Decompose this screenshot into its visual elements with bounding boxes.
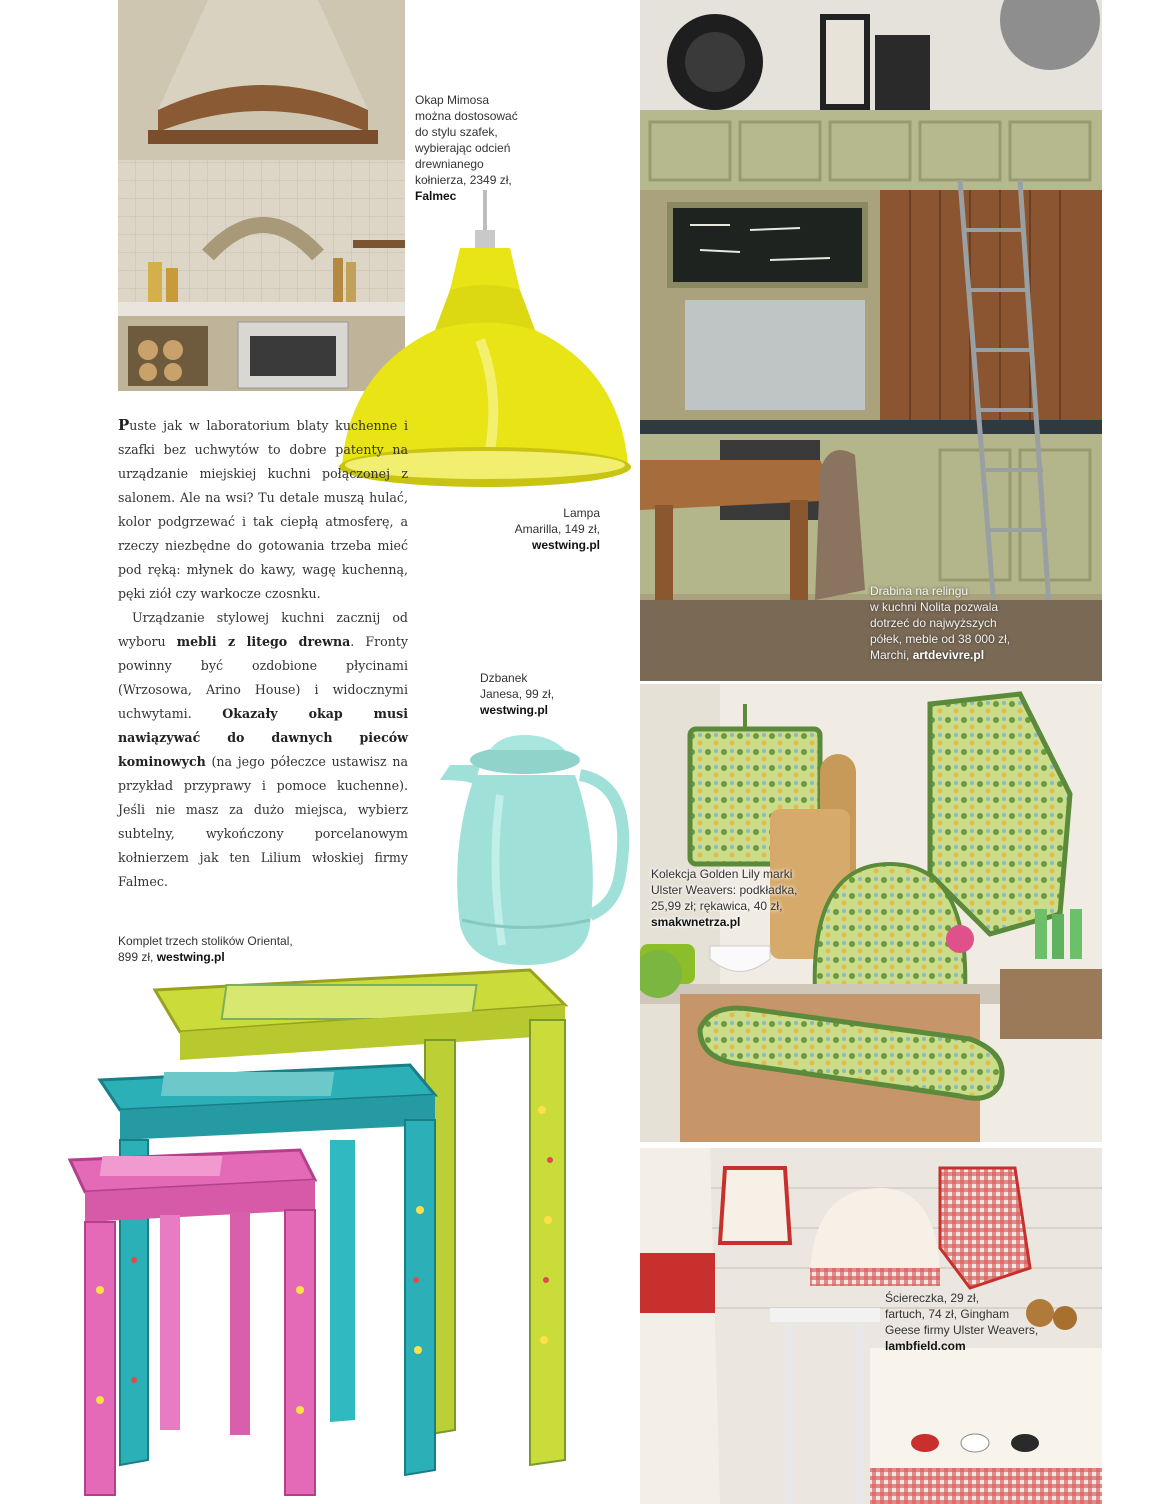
article-text-span: . Fronty powinny być ozdobione płycinami (Wrzosowa, Arino House) i widocznymi uchwytami. [118, 634, 408, 721]
towel-caption-line: Geese firmy Ulster Weavers, [885, 1323, 1039, 1337]
ladder-caption [870, 583, 1100, 663]
oriental-tables-image [60, 960, 620, 1500]
article-paragraph-1-text: uste jak w laboratorium blaty kuchenne i szafki bez uchwytów to dobre patenty na urządzanie miejskiej kuchni połączonej z salonem. Ale na wsi? Tu detale muszą hulać, kolor podgrzewać i tak ciepłą atmosferę, a rzeczy niezbędne do gotowania trzeba mieć pod ręką: młynek do kawy, wagę kuchenną, pęki ziół czy warkocze czosnku. [118, 418, 408, 601]
hood-caption-line: Okap Mimosa [415, 93, 490, 107]
golden-lily-caption-line: Kolekcja Golden Lily marki [651, 867, 793, 881]
jug-caption [480, 670, 580, 718]
ladder-caption-line: dotrzeć do najwyższych [870, 616, 997, 630]
hood-caption-line: wybierając odcień [415, 141, 511, 155]
hood-caption-line: do stylu szafek, [415, 125, 498, 139]
ladder-caption-line: Drabina na relingu [870, 584, 969, 598]
golden-lily-caption [651, 866, 841, 930]
hood-caption-line: kołnierza, 2349 zł, [415, 173, 512, 187]
lamp-caption-line: Lampa [563, 506, 600, 520]
ladder-caption-line: w kuchni Nolita pozwala [870, 600, 999, 614]
jug-caption-line: Janesa, 99 zł, [480, 687, 555, 701]
towel-caption [885, 1290, 1095, 1354]
lamp-caption [480, 505, 600, 553]
lamp-caption-brand: westwing.pl [531, 538, 600, 552]
jug-caption-line: Dzbanek [480, 671, 528, 685]
ladder-kitchen-photo [640, 0, 1102, 681]
towel-caption-line: Ściereczka, 29 zł, [885, 1291, 980, 1305]
article-bold-span: Okazały okap musi nawiązywać do dawnych pieców kominowych [118, 706, 408, 769]
hood-caption-line: można dostosować [415, 109, 518, 123]
lamp-caption-line: Amarilla, 149 zł, [514, 522, 600, 536]
hood-caption-line: drewnianego [415, 157, 484, 171]
towel-caption-brand: lambfield.com [885, 1339, 966, 1353]
ladder-caption-price: Marchi, [870, 648, 910, 662]
article-bold-span: mebli z litego drewna [176, 634, 351, 649]
hood-caption [415, 92, 565, 204]
mint-jug-image [430, 725, 640, 975]
article-body [118, 413, 408, 894]
hood-caption-brand: Falmec [415, 189, 457, 203]
jug-caption-brand: westwing.pl [480, 703, 549, 717]
ladder-caption-line: półek, meble od 38 000 zł, [870, 632, 1011, 646]
golden-lily-caption-line: Ulster Weavers: podkładka, [651, 883, 798, 897]
golden-lily-caption-line: 25,99 zł; rękawica, 40 zł, [651, 899, 783, 913]
towel-caption-line: fartuch, 74 zł, Gingham [885, 1307, 1010, 1321]
ladder-caption-brand: artdevivre.pl [912, 648, 985, 662]
tables-caption-line: Komplet trzech stolików Oriental, [118, 934, 293, 948]
golden-lily-caption-brand: smakwnetrza.pl [651, 915, 741, 929]
article-paragraph-1 [118, 413, 408, 606]
drop-cap: P [118, 416, 130, 434]
tables-caption-price: 899 zł, [118, 950, 154, 964]
article-text-span: (na jego półeczce ustawisz na przykład przyprawy i pomoce kuchenne). Jeśli nie masz za dużo miejsca, wybierz subtelny, wykończony porcelanowym kołnierzem jak ten Lilium włoskiej firmy Falmec. [118, 754, 408, 889]
article-text-span: Urządzanie stylowej kuchni zacznij od wyboru [118, 610, 408, 649]
tables-caption-brand: westwing.pl [156, 950, 225, 964]
article-paragraph-2 [118, 606, 408, 894]
